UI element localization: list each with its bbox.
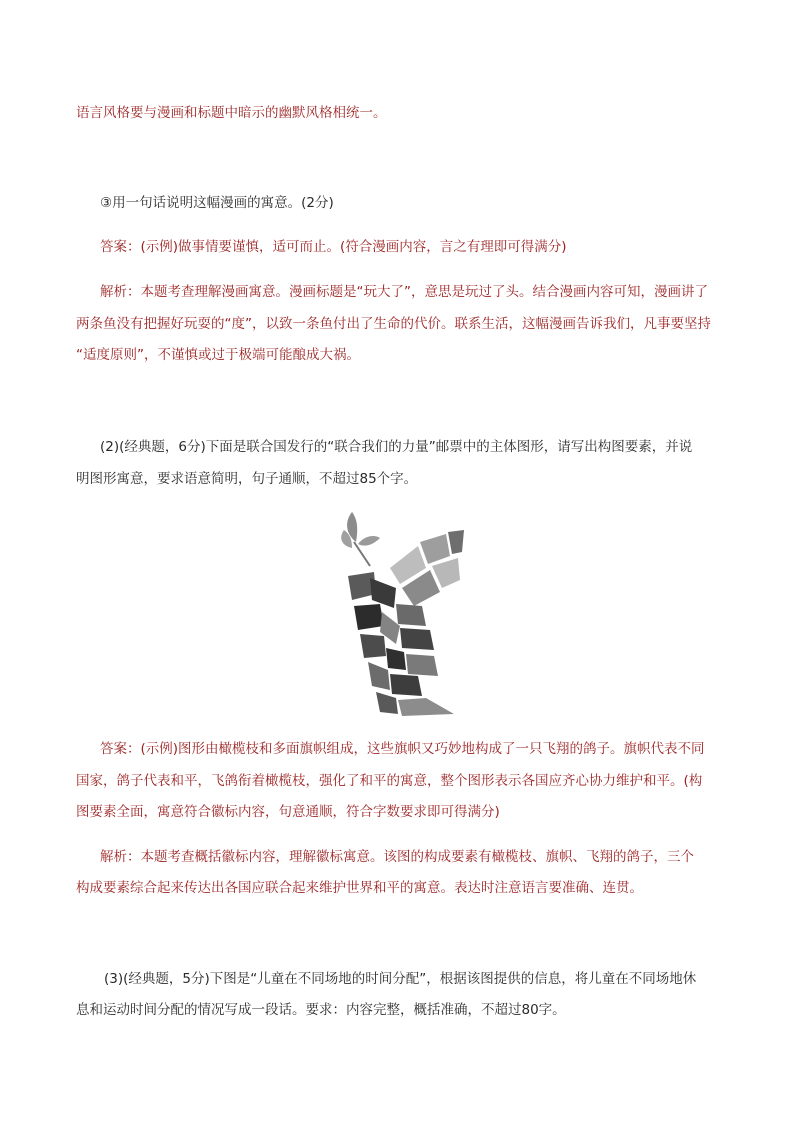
explanation-2-line-1: 解析：本题考查概括徽标内容，理解徽标寓意。该图的构成要素有橄榄枝、旗帜、飞翔的鸽子，三个 — [100, 849, 694, 865]
flag-piece-icon — [370, 578, 396, 608]
question-3b-line-1: (3)(经典题，5分)下图是“儿童在不同场地的时间分配”，根据该图提供的信息，将儿童在不同场地休 — [104, 971, 697, 987]
flag-piece-icon — [360, 634, 386, 658]
answer-text-line: 语言风格要与漫画和标题中暗示的幽默风格相统一。 — [76, 105, 387, 121]
answer-2-line-3: 图要素全面，寓意符合徽标内容，句意通顺，符合字数要求即可得满分) — [76, 804, 500, 820]
dove-flags-stamp-image — [330, 508, 470, 718]
answer-2-line-2: 国家，鸽子代表和平，飞鸽衔着橄榄枝，强化了和平的寓意，整个图形表示各国应齐心协力维护和平。(构 — [76, 773, 703, 789]
olive-stem-icon — [354, 542, 370, 566]
flag-piece-icon — [432, 558, 460, 588]
explanation-3-line-2: 两条鱼没有把握好玩耍的“度”，以致一条鱼付出了生命的代价。联系生活，这幅漫画告诉我们，凡事要坚持 — [76, 316, 711, 332]
answer-2-line-1: 答案：(示例)图形由橄榄枝和多面旗帜组成，这些旗帜又巧妙地构成了一只飞翔的鸽子。旗帜代表不同 — [100, 741, 705, 757]
flag-piece-icon — [354, 604, 384, 630]
explanation-3-line-3: “适度原则”，不谨慎或过于极端可能酿成大祸。 — [76, 347, 360, 363]
flag-piece-icon — [386, 648, 406, 670]
question-3b-line-2: 息和运动时间分配的情况写成一段话。要求：内容完整，概括准确，不超过80字。 — [76, 1002, 566, 1018]
flag-piece-icon — [420, 534, 450, 564]
flag-piece-icon — [398, 698, 454, 716]
flag-piece-icon — [396, 604, 426, 626]
question-2-line-1: (2)(经典题，6分)下面是联合国发行的“联合我们的力量”邮票中的主体图形，请写出构图要素，并说 — [100, 439, 693, 455]
flag-piece-icon — [448, 530, 464, 554]
explanation-3-line-1: 解析：本题考查理解漫画寓意。漫画标题是“玩大了”，意思是玩过了头。结合漫画内容可知，漫画讲了 — [100, 284, 708, 300]
flag-piece-icon — [390, 674, 422, 696]
flag-piece-icon — [368, 662, 390, 690]
flag-piece-icon — [376, 692, 398, 714]
question-2-line-2: 明图形寓意，要求语意简明，句子通顺，不超过85个字。 — [76, 471, 418, 487]
flag-piece-icon — [400, 628, 434, 650]
flag-piece-icon — [406, 654, 438, 676]
explanation-2-line-2: 构成要素综合起来传达出各国应联合起来维护世界和平的寓意。表达时注意语言要准确、连贯。 — [76, 880, 643, 896]
question-3-prompt: ③用一句话说明这幅漫画的寓意。(2分) — [100, 195, 334, 211]
olive-leaf-icon — [358, 536, 380, 546]
answer-3: 答案：(示例)做事情要谨慎，适可而止。(符合漫画内容，言之有理即可得满分) — [100, 239, 567, 255]
